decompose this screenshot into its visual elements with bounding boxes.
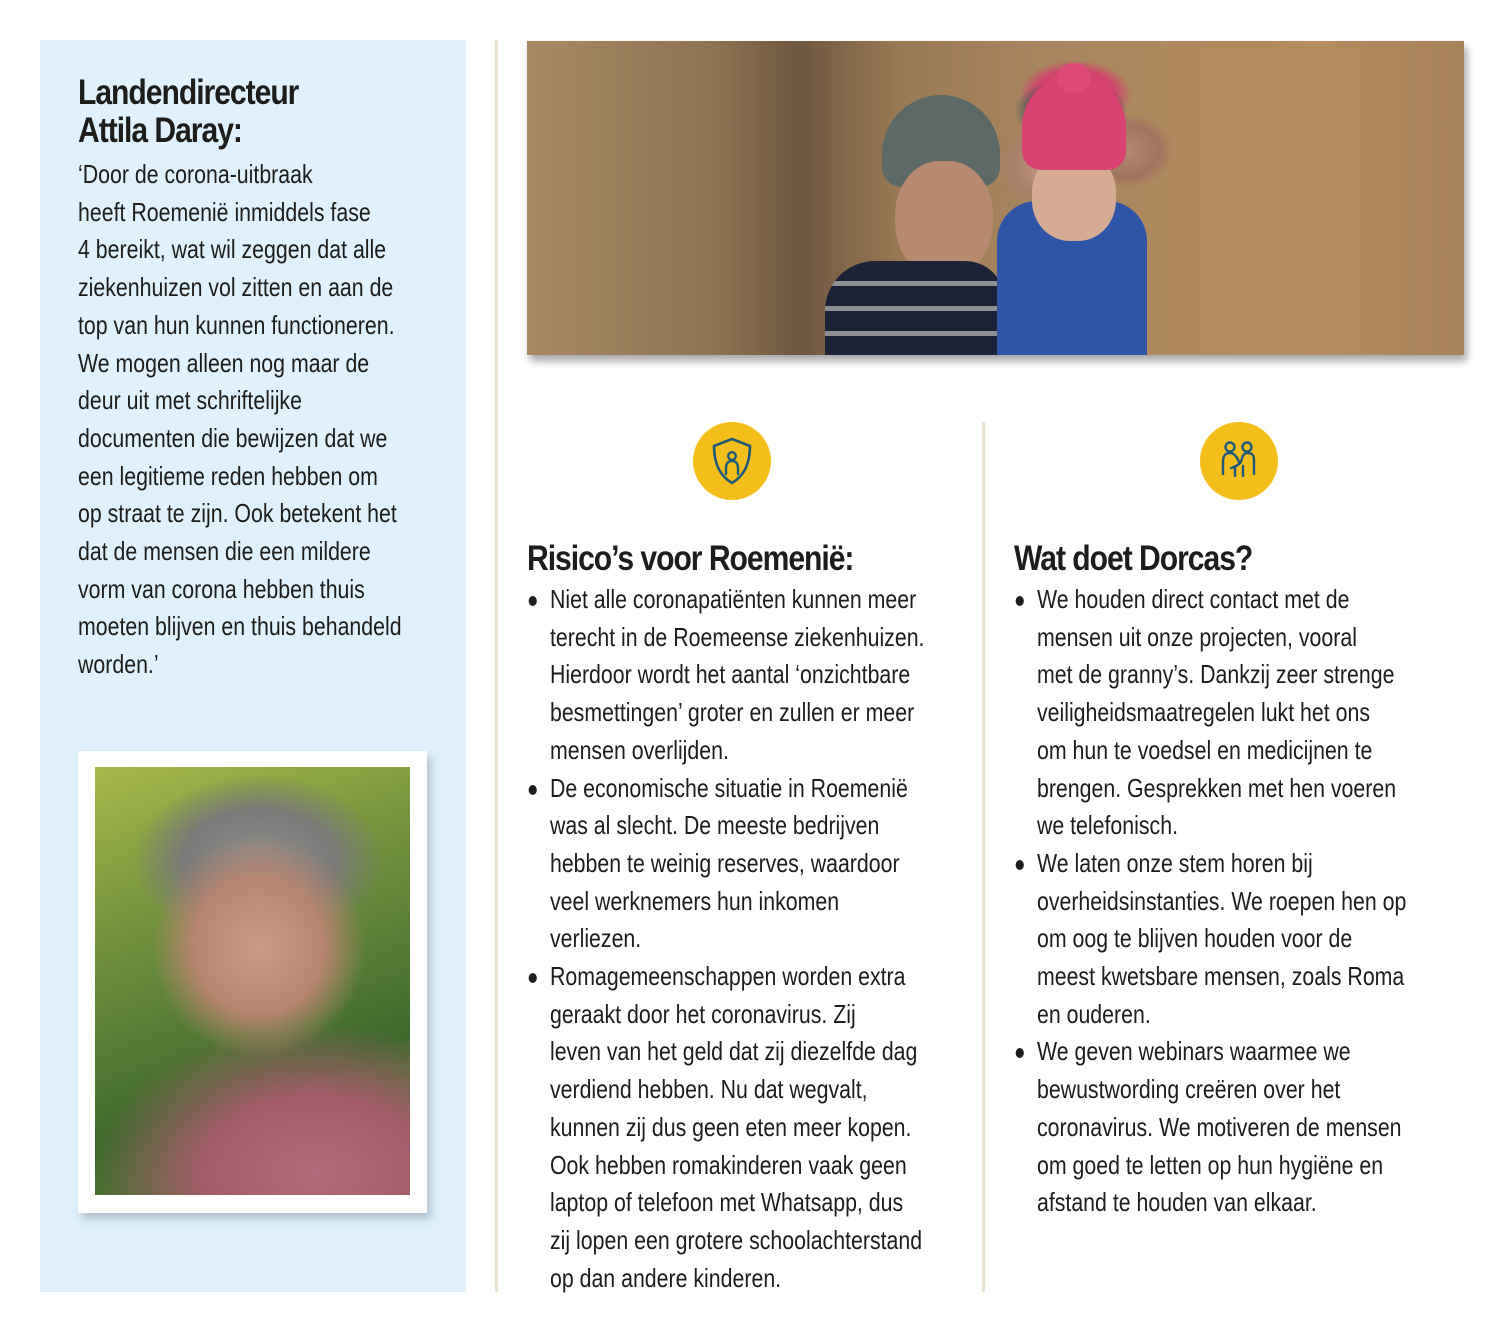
list-item-line: overheidsinstanties. We roepen hen op xyxy=(1036,885,1407,916)
helping-people-icon xyxy=(1200,422,1278,500)
list-item xyxy=(1014,845,1473,1034)
list-item-line: Hierdoor wordt het aantal ‘onzichtbare xyxy=(549,659,911,690)
list-item-line: kunnen zij dus geen eten meer kopen. xyxy=(549,1111,912,1142)
list-item-line: met de granny’s. Dankzij zeer strenge xyxy=(1036,659,1395,690)
list-item-line: We geven webinars waarmee we xyxy=(1036,1036,1351,1067)
quote-line: een legitieme reden hebben om xyxy=(78,460,378,491)
list-item-line: leven van het geld dat zij diezelfde dag xyxy=(549,1036,918,1067)
list-item-line: en ouderen. xyxy=(1036,998,1151,1029)
list-item-line: om goed te letten op hun hygiëne en xyxy=(1036,1149,1384,1180)
actions-section xyxy=(1014,537,1474,1222)
quote-line: ‘Door de corona-uitbraak xyxy=(78,159,313,189)
list-item-line: laptop of telefoon met Whatsapp, dus xyxy=(549,1187,904,1218)
column-divider xyxy=(495,40,498,1292)
list-item-line: om hun te voedsel en medicijnen te xyxy=(1036,734,1373,765)
list-item-line: brengen. Gesprekken met hen voeren xyxy=(1036,772,1397,803)
actions-list xyxy=(1014,581,1473,1222)
list-item-line: we telefonisch. xyxy=(1036,810,1178,841)
list-item xyxy=(527,770,986,959)
list-item-line: veiligheidsmaatregelen lukt het ons xyxy=(1036,697,1370,728)
photo-detail xyxy=(825,261,1005,355)
sidebar-title xyxy=(78,74,298,150)
list-item-line: besmettingen’ groter en zullen er meer xyxy=(549,697,915,728)
quote-line: vorm van corona hebben thuis xyxy=(78,573,365,604)
list-item-line: De economische situatie in Roemenië xyxy=(549,772,908,803)
sidebar-title-name: Attila Daray: xyxy=(78,111,242,150)
list-item xyxy=(527,958,986,1297)
list-item-line: terecht in de Roemeense ziekenhuizen. xyxy=(549,621,925,652)
risks-heading: Risico’s voor Roemenië: xyxy=(527,539,854,578)
director-portrait-photo xyxy=(95,767,410,1195)
list-item-line: coronavirus. We motiveren de mensen xyxy=(1036,1111,1402,1142)
list-item-line: bewustwording creëren over het xyxy=(1036,1074,1341,1105)
list-item xyxy=(1014,1033,1473,1222)
quote-line: We mogen alleen nog maar de xyxy=(78,347,370,378)
list-item-line: We laten onze stem horen bij xyxy=(1036,847,1313,878)
list-item-line: zij lopen een grotere schoolachterstand xyxy=(549,1224,923,1255)
quote-line: documenten die bewijzen dat we xyxy=(78,422,388,453)
interview-sidebar xyxy=(40,40,466,1292)
list-item-line: mensen overlijden. xyxy=(549,734,729,765)
list-item-line: verdiend hebben. Nu dat wegvalt, xyxy=(549,1074,868,1105)
quote-line: deur uit met schriftelijke xyxy=(78,385,302,416)
portrait-frame xyxy=(78,751,427,1213)
risks-section xyxy=(527,537,987,1297)
list-item-line: hebben te weinig reserves, waardoor xyxy=(549,847,900,878)
list-item-line: Ook hebben romakinderen vaak geen xyxy=(549,1149,907,1180)
hero-photo xyxy=(527,41,1464,355)
list-item xyxy=(1014,581,1473,845)
quote-line: top van hun kunnen functioneren. xyxy=(78,309,395,340)
list-item xyxy=(527,581,986,770)
quote-line: 4 bereikt, wat wil zeggen dat alle xyxy=(78,234,387,265)
quote-line: ziekenhuizen vol zitten en aan de xyxy=(78,272,394,303)
risks-list xyxy=(527,581,986,1297)
list-item-line: mensen uit onze projecten, vooral xyxy=(1036,621,1357,652)
quote-line: heeft Roemenië inmiddels fase xyxy=(78,196,371,227)
list-item-line: meest kwetsbare mensen, zoals Roma xyxy=(1036,961,1405,992)
actions-heading: Wat doet Dorcas? xyxy=(1014,539,1253,578)
list-item-line: afstand te houden van elkaar. xyxy=(1036,1187,1317,1218)
sidebar-title-role: Landendirecteur xyxy=(78,73,299,112)
list-item-line: was al slecht. De meeste bedrijven xyxy=(549,810,880,841)
list-item-line: Niet alle coronapatiënten kunnen meer xyxy=(549,584,917,614)
list-item-line: geraakt door het coronavirus. Zij xyxy=(549,998,856,1029)
quote-line: dat de mensen die een mildere xyxy=(78,536,371,567)
list-item-line: verliezen. xyxy=(549,923,642,954)
list-item-line: op dan andere kinderen. xyxy=(549,1262,782,1293)
photo-detail xyxy=(1057,63,1091,93)
shield-person-icon xyxy=(693,422,771,500)
quote-line: moeten blijven en thuis behandeld xyxy=(78,611,402,642)
director-quote xyxy=(78,156,422,684)
list-item-line: om oog te blijven houden voor de xyxy=(1036,923,1353,954)
list-item-line: Romagemeenschappen worden extra xyxy=(549,961,906,992)
quote-line: worden.’ xyxy=(78,649,159,680)
quote-line: op straat te zijn. Ook betekent het xyxy=(78,498,397,529)
list-item-line: veel werknemers hun inkomen xyxy=(549,885,840,916)
list-item-line: We houden direct contact met de xyxy=(1036,584,1350,614)
